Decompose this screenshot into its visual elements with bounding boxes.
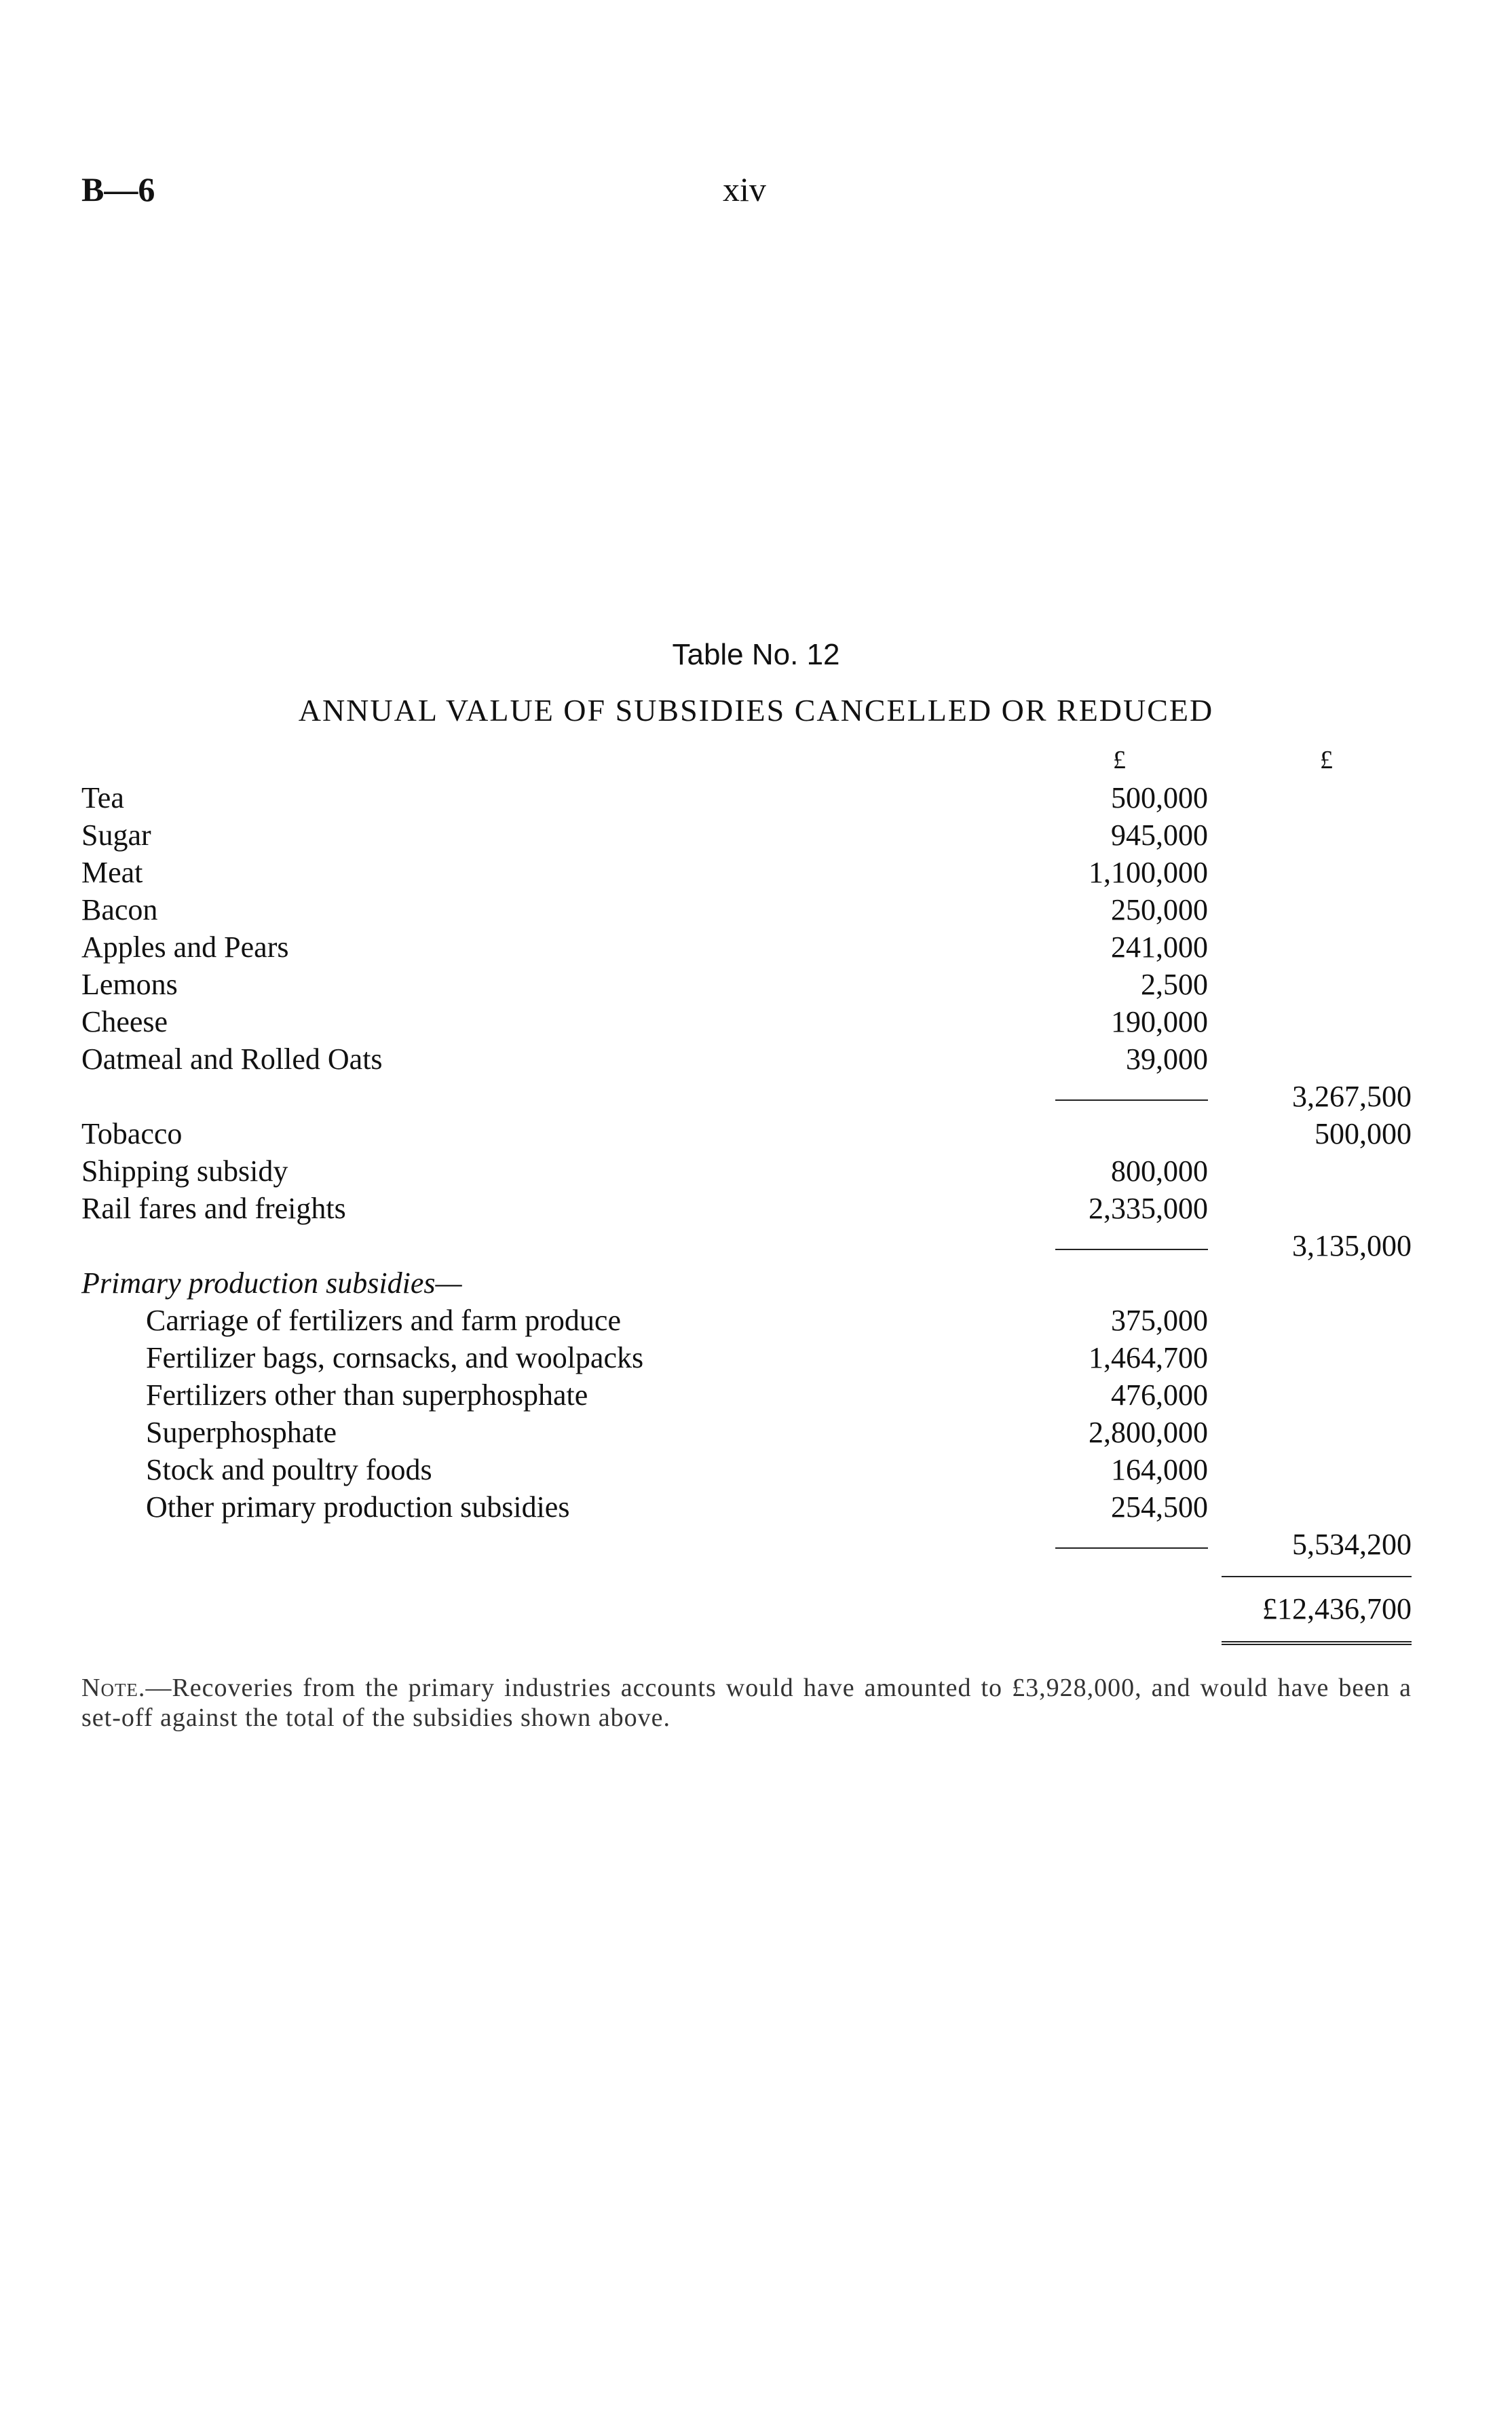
row-label: Shipping subsidy (81, 1154, 288, 1188)
column-2-unit: £ (1320, 746, 1333, 774)
row-label: Apples and Pears (81, 930, 289, 964)
row-label: Superphosphate (146, 1416, 337, 1449)
group-2-subtotal: 3,135,000 (1292, 1229, 1412, 1262)
row-value: 2,335,000 (1089, 1192, 1208, 1225)
table-row (0, 1340, 1512, 1378)
row-label: Tobacco (81, 1117, 183, 1150)
row-value: 190,000 (1111, 1005, 1208, 1038)
table-row (0, 1378, 1512, 1415)
row-value: 945,000 (1111, 818, 1208, 852)
row-value: 476,000 (1111, 1378, 1208, 1412)
grand-total: £12,436,700 (1262, 1592, 1412, 1625)
row-value: 250,000 (1111, 893, 1208, 926)
total-double-rule (1222, 1641, 1412, 1645)
section-heading (0, 1266, 1512, 1303)
row-value: 1,464,700 (1089, 1341, 1208, 1374)
row-value: 800,000 (1111, 1154, 1208, 1188)
row-label: Sugar (81, 818, 151, 852)
row-label: Tea (81, 781, 124, 814)
table-row (0, 1415, 1512, 1452)
row-label: Stock and poultry foods (146, 1453, 432, 1486)
table-row (0, 1042, 1512, 1079)
subtotal-row (0, 1228, 1512, 1266)
row-label: Rail fares and freights (81, 1192, 346, 1225)
row-value: 500,000 (1111, 781, 1208, 814)
subtotal-row (0, 1079, 1512, 1116)
row-label: Lemons (81, 968, 178, 1001)
row-value: 241,000 (1111, 930, 1208, 964)
total-rule (1222, 1576, 1412, 1577)
table-row (0, 1452, 1512, 1490)
table-row (0, 1116, 1512, 1154)
table-row (0, 967, 1512, 1004)
table-row (0, 780, 1512, 818)
row-label: Oatmeal and Rolled Oats (81, 1042, 383, 1076)
table-note (81, 1673, 1412, 1733)
subtotal-row (0, 1527, 1512, 1564)
grand-total-row (0, 1592, 1512, 1629)
table-row (0, 1004, 1512, 1042)
row-value: 254,500 (1111, 1490, 1208, 1524)
row-label: Other primary production subsidies (146, 1490, 570, 1524)
note-lead: Note. (81, 1674, 146, 1702)
row-value: 500,000 (1315, 1117, 1412, 1150)
row-label: Fertilizer bags, cornsacks, and woolpacks (146, 1341, 644, 1374)
row-label: Meat (81, 856, 143, 889)
table-row (0, 1303, 1512, 1340)
row-value: 1,100,000 (1089, 856, 1208, 889)
row-value: 375,000 (1111, 1304, 1208, 1337)
primary-production-heading: Primary production subsidies— (81, 1266, 462, 1300)
table-row (0, 1154, 1512, 1191)
table-label: Table No. 12 (672, 638, 840, 671)
row-value: 39,000 (1126, 1042, 1208, 1076)
table-row (0, 892, 1512, 930)
table-row (0, 818, 1512, 855)
table-title: ANNUAL VALUE OF SUBSIDIES CANCELLED OR REDUCED (298, 693, 1214, 728)
note-text: —Recoveries from the primary industries accounts would have amounted to £3,928,000, and would have been a set-off against the total of the subsidies shown above. (81, 1674, 1412, 1732)
table-row (0, 855, 1512, 892)
row-value: 164,000 (1111, 1453, 1208, 1486)
row-value: 2,500 (1141, 968, 1208, 1001)
row-label: Carriage of fertilizers and farm produce (146, 1304, 621, 1337)
row-label: Cheese (81, 1005, 168, 1038)
page-code: B—6 (81, 170, 155, 208)
row-value: 2,800,000 (1089, 1416, 1208, 1449)
group-3-subtotal: 5,534,200 (1292, 1528, 1412, 1561)
table-row (0, 1490, 1512, 1527)
table-row (0, 930, 1512, 967)
group-1-subtotal: 3,267,500 (1292, 1080, 1412, 1113)
column-1-unit: £ (1113, 746, 1126, 774)
table-row (0, 1191, 1512, 1228)
row-label: Bacon (81, 893, 158, 926)
page-number: xiv (723, 170, 766, 208)
row-label: Fertilizers other than superphosphate (146, 1378, 588, 1412)
